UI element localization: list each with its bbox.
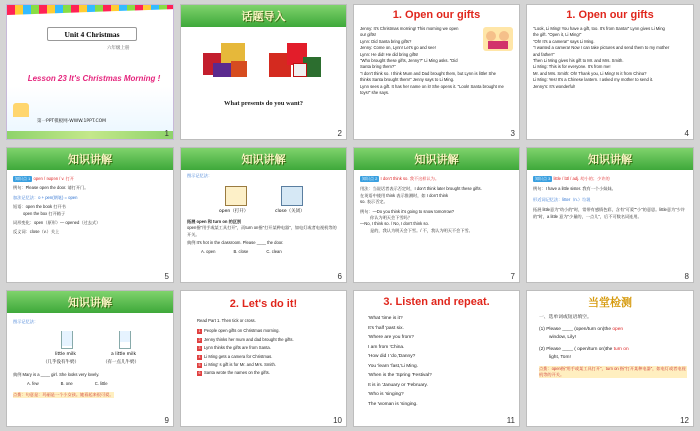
exercise-list <box>181 317 346 378</box>
slide-title-bar <box>354 148 519 170</box>
lesson-title: Lesson 23 It's Christmas Morning ! <box>27 74 161 83</box>
text-line: Li Ming: Yes! It's a Chinese lantern. I asked my mother to send it. <box>533 77 654 83</box>
slide-number: 4 <box>684 129 689 138</box>
quiz-section: 一、选单词或短语填空。 <box>539 315 592 320</box>
phrase-line: open the box 打开箱子 <box>23 210 66 216</box>
exercise-item[interactable]: 3 Lynn thinks the gifts are from Santa. <box>198 345 271 351</box>
extension-body: 拓展 little意为"幼小的"时，常带有感情色彩，含有"可爱""小"的意思。little意为"少许的"时，a little 意为"少量的，一点儿"，后不可数名词连用。 <box>533 207 686 219</box>
text-line: toys!" she says. <box>360 90 390 96</box>
exercise-item[interactable]: 1 People open gifts on Christmas morning. <box>198 328 280 334</box>
answer-2: turn on <box>613 347 629 352</box>
lesson-content <box>7 170 173 237</box>
slide-title: 知识讲解 <box>588 153 632 166</box>
memo-line: 形近词记忆法：litter（n.）垃圾 <box>533 196 591 202</box>
antonym-line: 反义词：close（v.）关上 <box>13 229 60 235</box>
knowledge-point-tag: 知识点 3 <box>535 176 551 181</box>
close-label: close（关闭） <box>275 209 305 214</box>
kids-illustration <box>483 27 513 51</box>
hint-line: 点拨：open指"用手或某工具打开"，turn on 指"打开某种电器"，如电灯或者电视机等的开关。 <box>539 366 686 377</box>
slide-number: 9 <box>164 416 169 425</box>
slide-title-bar <box>527 291 693 313</box>
exercise-item[interactable]: 4 Li Ming gets a camera for Christmas. <box>198 353 273 359</box>
a-little-milk-label: a little milk <box>111 352 137 357</box>
slide-title-bar <box>527 148 693 170</box>
quiz-question-1: (1) Please ____ (open/turn on)the open <box>539 327 624 332</box>
text-line: Li Ming: This is for everyone. It's from me! <box>533 64 611 70</box>
exercise-item[interactable]: 6 Santa wrote the names on the gifts. <box>198 370 270 376</box>
knowledge-point-tag: 知识点 1 <box>15 176 31 181</box>
slide-title: 知识讲解 <box>241 153 286 166</box>
slide-thumb-10[interactable] <box>180 290 347 427</box>
close-door-illustration <box>281 186 303 206</box>
slide-title-bar <box>181 148 346 170</box>
dialogue-text <box>527 25 693 91</box>
repeat-lines <box>354 313 519 410</box>
slide-thumb-12[interactable] <box>526 290 694 427</box>
exercise-intro: Read Part 1. Then tick or cross. <box>197 318 256 323</box>
slide-number: 2 <box>337 129 342 138</box>
slide-title-bar <box>354 291 519 313</box>
text-line: "Look, Li Ming! You have a gift, too. It's from Santa!" Lynn gives Li Ming <box>533 26 665 31</box>
slide-title: 知识讲解 <box>68 296 112 309</box>
memo-heading <box>7 313 173 326</box>
text-line: the gift. "Open it, Li Ming!" <box>533 32 582 38</box>
lesson-content <box>527 170 693 221</box>
house-illustration <box>13 103 29 117</box>
text-line: "I wanted a camera! Now I can take pictures and send them to my mother <box>533 45 670 51</box>
word-forms-line: 词形变化：open（原形）— opened（过去式） <box>13 220 101 226</box>
option-c[interactable]: C. clean <box>266 248 282 254</box>
option-a[interactable]: A. few <box>27 381 39 387</box>
grade-label: 六年级上册 <box>107 46 130 51</box>
example-block <box>7 371 120 399</box>
unit-title: Unit 4 Christmas <box>64 29 120 39</box>
quiz-line: window, Lily! <box>549 335 576 340</box>
slide-number: 8 <box>684 272 689 281</box>
gift-boxes-right <box>269 43 321 79</box>
slide-thumb-7[interactable] <box>353 147 520 283</box>
little-milk-cn: （几乎没有牛奶） <box>43 360 79 365</box>
text-line: "I don't think so. I think Mum and Dad brought them, but Lynn is little! She <box>360 70 496 76</box>
text-line: Santa bring them?" <box>360 64 396 70</box>
phrase-line: 短语：open the book 打开书 <box>13 204 66 210</box>
slide-title-bar <box>181 5 346 27</box>
gift-boxes-left <box>203 41 249 77</box>
option-b[interactable]: B. one <box>60 381 73 387</box>
slide-number: 12 <box>680 416 689 425</box>
text-line: Jenny: Come on, Lynn! Let's go and see! <box>360 45 436 51</box>
text-line: 'Who is 'singing? <box>368 392 404 397</box>
text-line: thinks Santa brought them!" Jenny says to Li Ming. <box>360 77 455 83</box>
slide-thumb-4[interactable] <box>526 4 694 140</box>
option-a[interactable]: A. open <box>201 248 216 254</box>
slide-title: 1. Open our gifts <box>392 9 481 21</box>
text-line: "Oh! It's a camera!" says Li Ming. <box>533 38 595 44</box>
slide-thumb-1[interactable] <box>6 4 174 140</box>
slide-number: 6 <box>337 272 342 281</box>
text-line: and father!" <box>533 51 555 57</box>
knowledge-point-tag: 知识点 2 <box>362 176 378 181</box>
slide-thumb-11[interactable] <box>353 290 520 427</box>
text-line: Lynn: He did! He did bring gifts! <box>360 51 419 57</box>
text-line: 'Where are you from? <box>368 335 414 340</box>
slide-thumb-2[interactable] <box>180 4 347 140</box>
text-line: The 'woman is 'singing. <box>368 401 418 407</box>
text-line: 例句：—Do you think it's going to snow tomorrow? <box>360 208 455 214</box>
slide-thumb-8[interactable] <box>526 147 694 283</box>
unit-banner <box>47 27 137 41</box>
slide-title: 1. Open our gifts <box>566 9 654 21</box>
slide-thumb-9[interactable] <box>6 290 174 427</box>
extension-text <box>181 218 346 256</box>
text-line: 在英语中使用 think 表示推测时，如 I don't think <box>360 192 449 198</box>
slide-title: 2. Let's do it! <box>229 298 298 310</box>
text-line: I am from 'China. <box>368 344 405 350</box>
text-line: 'When is the 'Spring 'Festival? <box>368 373 432 378</box>
text-line: 是的，我认为明天会下雪。/ 不，我认为明天不会下雪。 <box>370 227 473 233</box>
option-c[interactable]: C. little <box>94 381 108 387</box>
slide-title: 3. Listen and repeat. <box>383 296 490 308</box>
a-little-milk-cn: （有一点儿牛奶） <box>103 360 139 365</box>
hint-line: 点拨：句意是：玛丽是一个小女孩。她看起来很可爱。 <box>13 391 114 397</box>
slide-title-bar <box>7 148 173 170</box>
memo-line: 图示记忆法： <box>13 319 39 324</box>
slide-number: 10 <box>333 416 342 425</box>
example-line: 例句：Please open the door. 请打开门。 <box>13 185 89 191</box>
text-line: Mr. and Mrs. Smith: Oh! Thank you, Li Ming! Is it from China? <box>533 70 647 76</box>
text-line: Jenny's: It's wonderful! <box>533 83 576 89</box>
text-line: You 'learn 'fast,'Li Ming. <box>368 363 419 369</box>
example-line: 例句：I have a little sister. 我有一个小妹妹。 <box>533 186 616 192</box>
example-question: 典例 It's hot in the classroom. Please ____ the door. <box>187 240 284 246</box>
slide-thumb-3[interactable] <box>353 4 520 140</box>
little-milk-label: little milk <box>55 352 76 357</box>
glass-a-little-milk <box>119 331 131 349</box>
exercise-item[interactable]: 2 Jenny thinks her mum and dad brought the gifts. <box>198 336 294 342</box>
text-line: —No, I think so. / No, I don't think so. <box>360 221 429 227</box>
slide-title-bar <box>354 5 519 25</box>
quiz-content <box>527 313 693 379</box>
example-question: 典例 Mary is a ____ girl. She looks very lovely. <box>13 372 100 377</box>
slide-number: 3 <box>510 129 515 138</box>
memo-line: 图示记忆法： <box>187 173 213 178</box>
slide-thumb-5[interactable] <box>6 147 174 283</box>
text-line: It is in 'January or 'February. <box>368 382 428 388</box>
knowledge-point-text: little / lɪtl / adj. 幼小的；少许的 <box>553 176 610 181</box>
open-door-illustration <box>225 186 247 206</box>
text-line: our gifts! <box>360 32 377 38</box>
slide-title: 知识讲解 <box>68 153 112 166</box>
text-line: Jenny: It's Christmas morning! This morning we open <box>360 26 459 31</box>
glass-little-milk <box>61 331 73 349</box>
slide-thumb-6[interactable] <box>180 147 347 283</box>
quiz-question-2: (2) Please ____ ( open/turn on)the turn on <box>539 347 629 352</box>
text-line: 用法：当说话者表示否定时，I don't think later brought these gifts. <box>360 186 482 192</box>
text-line: It's 'half 'past six. <box>368 325 404 331</box>
extension-heading: 拓展 open 和 turn on 的区别 <box>187 219 242 224</box>
answer-1: open <box>612 327 624 332</box>
slide-title: 知识讲解 <box>414 153 459 166</box>
lesson-content <box>181 170 346 180</box>
text-line: so. 表示否定。 <box>360 199 388 205</box>
slide-number: 7 <box>510 272 515 281</box>
text-line: Lynn: Did Santa bring gifts? <box>360 38 412 44</box>
lesson-content <box>354 170 519 235</box>
text-line: 'What 'time is it? <box>368 316 403 321</box>
slide-title-bar <box>7 291 173 313</box>
option-b[interactable]: B. close <box>233 248 249 254</box>
text-line: 你认为明天会下雪吗？ <box>370 215 412 221</box>
text-line: 'How did I 'do,'Danny? <box>368 354 416 359</box>
footer-url: 第一PPT模板网-WWW.1PPT.COM <box>37 119 107 124</box>
open-label: open（打开） <box>219 209 249 214</box>
knowledge-point-text: open / əʊpən / v. 打开 <box>33 176 74 181</box>
slide-title-bar <box>181 291 346 317</box>
slide-title: 当堂检测 <box>588 297 632 309</box>
knowledge-point-text: I don't think so. 我不这样认为。 <box>380 176 440 181</box>
quiz-line: light, Tom! <box>549 355 571 360</box>
slide-number: 5 <box>164 272 169 281</box>
memo-line: 加法记忆法：o + pen(钢笔) = open <box>13 194 78 200</box>
slide-title-bar <box>527 5 693 25</box>
extension-body: open指"用手或某工具打开"，而turn on指"打开某种电器"，如电灯或者电视机等的开关。 <box>187 225 337 237</box>
text-line: Lynn sees a gift. It has her name on it! She opens it. "Look! Santa brought me <box>360 83 504 89</box>
exercise-item[interactable]: 5 Li Ming' s gift is for Mr. and Mrs. Smith. <box>198 362 277 368</box>
text-line: Then Li Ming gives his gift to Mr. and Mrs. Smith. <box>533 58 624 64</box>
slide-number: 1 <box>164 129 169 138</box>
presents-question: What presents do you want? <box>224 100 303 107</box>
slide-title: 话题导入 <box>241 10 286 23</box>
text-line: "Who brought these gifts, Jenny?" Li Ming asks. "Did <box>360 58 458 64</box>
slide-number: 11 <box>506 416 515 425</box>
